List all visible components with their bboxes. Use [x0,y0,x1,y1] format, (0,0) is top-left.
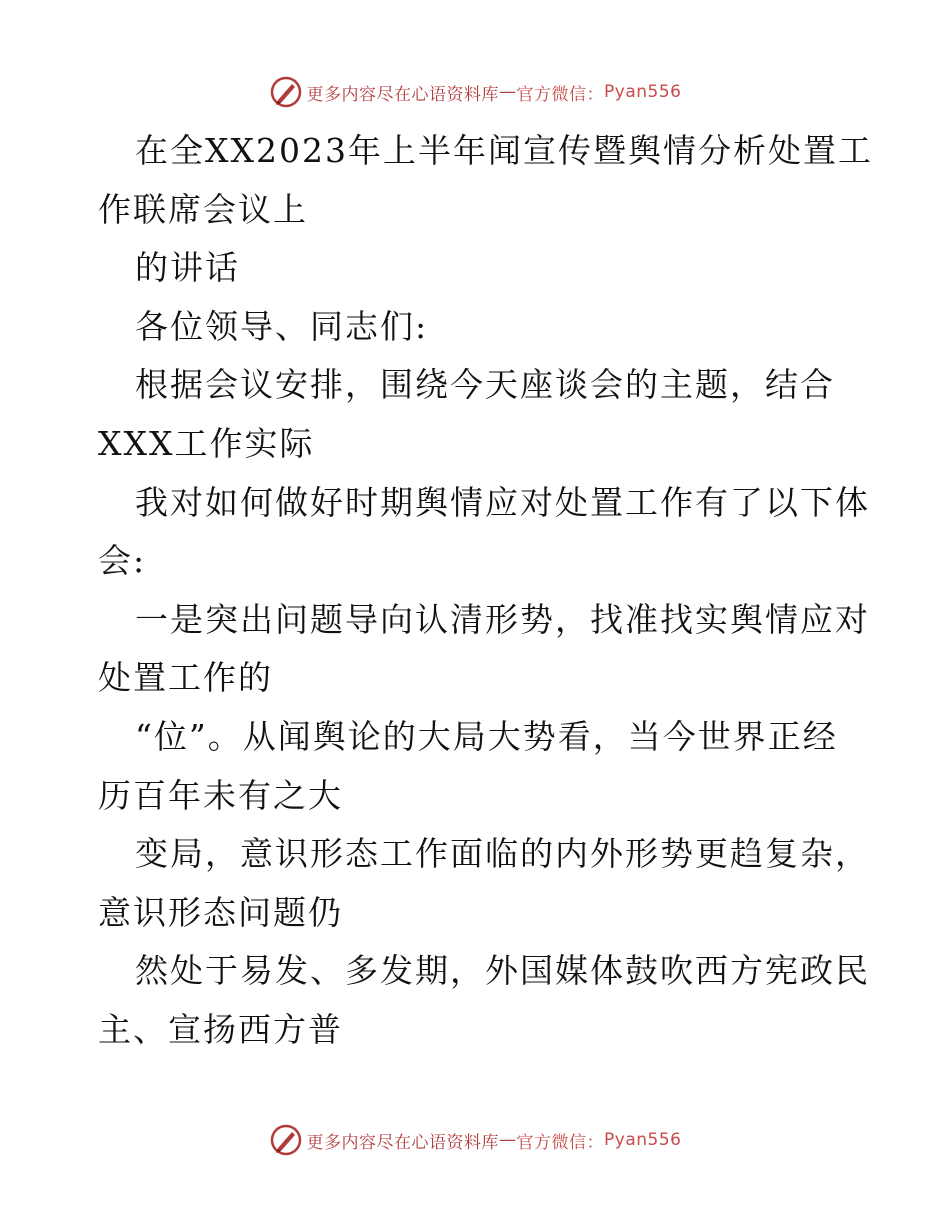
watermark-wechat-id: Pyan556 [604,1130,682,1150]
salutation: 各位领导、同志们: [135,306,429,346]
watermark-wechat-id: Pyan556 [604,82,682,102]
paragraph-line: 然处于易发、多发期，外国媒体鼓吹西方宪政民 [135,951,870,991]
watermark-dash: — [499,1130,517,1150]
paragraph-line: 变局，意识形态工作面临的内外形势更趋复杂， [135,834,870,874]
paragraph-line: 意识形态问题仍 [98,892,343,932]
paragraph-line: 历百年未有之大 [98,775,343,815]
pen-logo-icon [269,75,303,109]
paragraph-line: “位”。从闻舆论的大局大势看，当今世界正经 [135,716,838,756]
paragraph-line: XXX工作实际 [98,423,315,463]
watermark-site-text: 更多内容尽在心语资料库 [306,84,500,105]
paragraph-line: 处置工作的 [98,658,273,698]
header-watermark [0,72,950,112]
paragraph-line: 主、宣扬西方普 [98,1009,343,1049]
title-line-1: 在全XX2023年上半年闻宣传暨舆情分析处置工 [135,131,873,170]
paragraph-line: 一是突出问题导向认清形势，找准找实舆情应对 [135,599,870,639]
paragraph-line: 我对如何做好时期舆情应对处置工作有了以下体 [135,482,870,522]
paragraph-line: 根据会议安排，围绕今天座谈会的主题，结合 [135,365,835,405]
paragraph-line: 会: [98,541,147,581]
title-line-3: 的讲话 [135,248,240,288]
watermark-wechat-label: 官方微信： [516,1132,605,1153]
footer-watermark [0,1120,950,1160]
watermark-dash: — [499,82,517,102]
pen-logo-icon [269,1123,303,1157]
watermark-wechat-label: 官方微信： [516,84,605,105]
watermark-site-text: 更多内容尽在心语资料库 [306,1132,500,1153]
document-body [98,122,873,1060]
title-line-2: 作联席会议上 [98,189,308,229]
